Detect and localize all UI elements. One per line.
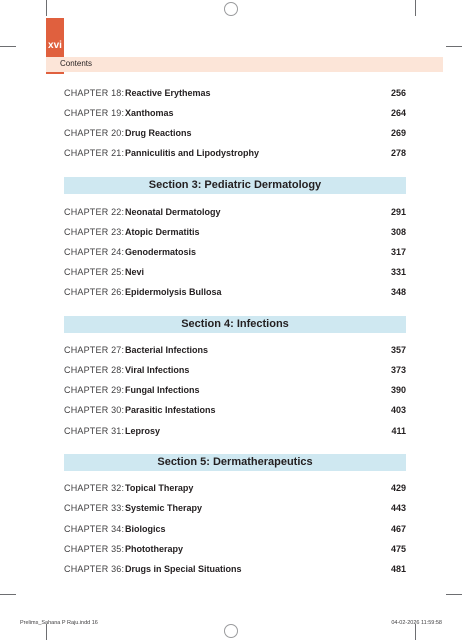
chapter-title: Bacterial Infections <box>125 345 209 355</box>
file-slug: Prelims_Sahana P Raju.indd 16 <box>20 620 98 626</box>
timestamp-slug: 04-02-2026 11:59:58 <box>391 620 442 626</box>
chapter-label: CHAPTER 23: <box>64 227 125 237</box>
toc-entry <box>64 345 406 359</box>
page-ref: 390 <box>390 385 406 395</box>
chapter-label: CHAPTER 30: <box>64 405 125 415</box>
chapter-label: CHAPTER 26: <box>64 287 125 297</box>
toc-entry <box>64 108 406 122</box>
running-head-bar <box>46 57 443 72</box>
chapter-label: CHAPTER 22: <box>64 207 125 217</box>
page-ref: 411 <box>391 426 406 436</box>
page-ref: 373 <box>390 365 406 375</box>
toc-entry <box>64 564 406 578</box>
toc-entry <box>64 385 406 399</box>
toc-entry <box>64 405 406 419</box>
page-ref: 317 <box>390 247 406 257</box>
toc-entry <box>64 267 406 281</box>
toc-entry <box>64 426 406 440</box>
page-ref: 331 <box>390 267 406 277</box>
chapter-title: Fungal Infections <box>125 385 200 395</box>
section-heading: Section 3: Pediatric Dermatology <box>64 177 406 194</box>
toc-entry <box>64 483 406 497</box>
page-ref: 357 <box>390 345 406 355</box>
toc-entry <box>64 287 406 301</box>
page-ref: 467 <box>390 524 406 534</box>
chapter-title: Epidermolysis Bullosa <box>125 287 222 297</box>
crop-mark <box>46 624 47 640</box>
page-ref: 429 <box>390 483 406 493</box>
section-heading: Section 5: Dermatherapeutics <box>64 454 406 471</box>
page-ref: 278 <box>390 148 406 158</box>
toc-entry <box>64 524 406 538</box>
chapter-label: CHAPTER 33: <box>64 503 125 513</box>
crop-mark <box>46 0 47 16</box>
chapter-title: Topical Therapy <box>125 483 194 493</box>
chapter-title: Viral Infections <box>125 365 190 375</box>
toc-entry <box>64 544 406 558</box>
chapter-title: Xanthomas <box>125 108 174 118</box>
chapter-title: Atopic Dermatitis <box>125 227 200 237</box>
page-ref: 264 <box>390 108 406 118</box>
toc-entry <box>64 207 406 221</box>
chapter-title: Panniculitis and Lipodystrophy <box>125 148 260 158</box>
chapter-title: Neonatal Dermatology <box>125 207 221 217</box>
chapter-label: CHAPTER 28: <box>64 365 125 375</box>
chapter-label: CHAPTER 36: <box>64 564 125 574</box>
crop-mark <box>415 0 416 16</box>
toc-entry <box>64 128 406 142</box>
chapter-title: Reactive Erythemas <box>125 88 211 98</box>
toc-entry <box>64 247 406 261</box>
chapter-label: CHAPTER 24: <box>64 247 125 257</box>
crop-mark <box>0 46 16 47</box>
toc-entry <box>64 365 406 379</box>
chapter-title: Genodermatosis <box>125 247 197 257</box>
chapter-title: Biologics <box>125 524 166 534</box>
chapter-label: CHAPTER 27: <box>64 345 125 355</box>
toc-entry <box>64 148 406 162</box>
chapter-label: CHAPTER 31: <box>64 426 125 436</box>
page-ref: 256 <box>390 88 406 98</box>
toc-entry <box>64 503 406 517</box>
chapter-label: CHAPTER 20: <box>64 128 125 138</box>
chapter-title: Nevi <box>125 267 145 277</box>
chapter-label: CHAPTER 32: <box>64 483 125 493</box>
chapter-label: CHAPTER 25: <box>64 267 125 277</box>
running-head: Contents <box>60 59 93 68</box>
registration-mark <box>224 624 238 638</box>
page-ref: 269 <box>390 128 406 138</box>
chapter-title: Drug Reactions <box>125 128 192 138</box>
chapter-title: Parasitic Infestations <box>125 405 216 415</box>
page-ref: 308 <box>390 227 406 237</box>
toc-entry <box>64 88 406 102</box>
page-number: xvi <box>48 40 62 51</box>
chapter-title: Phototherapy <box>125 544 184 554</box>
page-ref: 291 <box>390 207 406 217</box>
crop-mark <box>446 46 462 47</box>
page-ref: 475 <box>390 544 406 554</box>
chapter-label: CHAPTER 34: <box>64 524 125 534</box>
chapter-label: CHAPTER 29: <box>64 385 125 395</box>
crop-mark <box>415 624 416 640</box>
chapter-label: CHAPTER 19: <box>64 108 125 118</box>
chapter-label: CHAPTER 35: <box>64 544 125 554</box>
chapter-label: CHAPTER 18: <box>64 88 125 98</box>
chapter-title: Drugs in Special Situations <box>125 564 242 574</box>
crop-mark <box>446 594 462 595</box>
page-ref: 403 <box>390 405 406 415</box>
section-heading: Section 4: Infections <box>64 316 406 333</box>
toc-entry <box>64 227 406 241</box>
page-ref: 481 <box>390 564 406 574</box>
chapter-title: Systemic Therapy <box>125 503 203 513</box>
page-ref: 348 <box>390 287 406 297</box>
page-ref: 443 <box>390 503 406 513</box>
chapter-label: CHAPTER 21: <box>64 148 125 158</box>
chapter-title: Leprosy <box>125 426 161 436</box>
registration-mark <box>224 2 238 16</box>
crop-mark <box>0 594 16 595</box>
